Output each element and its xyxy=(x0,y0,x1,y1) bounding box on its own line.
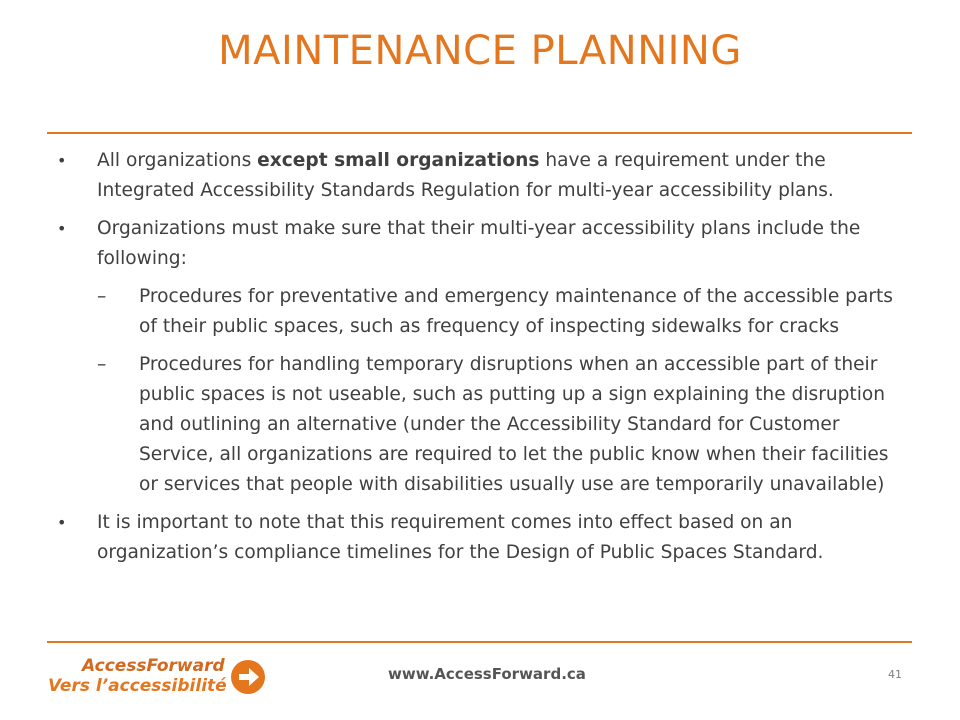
bullet-text-after: have a requirement under the Integrated Accessibility Standards Regulation for multi-year accessibility plans. xyxy=(97,150,834,201)
page-number: 41 xyxy=(888,668,902,681)
sub-bullet-item-2 xyxy=(57,350,907,500)
accessforward-logo xyxy=(48,656,278,700)
bullet-item-2 xyxy=(57,214,907,274)
bullet-text-bold: except small organizations xyxy=(257,150,540,171)
sub-bullet-text: Procedures for preventative and emergency maintenance of the accessible parts of their public spaces, such as frequency of inspecting sidewalks for cracks xyxy=(139,286,893,337)
footer-url: www.AccessForward.ca xyxy=(388,665,586,683)
top-divider xyxy=(47,132,912,134)
sub-bullet-text: Procedures for handling temporary disruptions when an accessible part of their public spaces is not useable, such as putting up a sign explaining the disruption and outlining an alternative (under the Accessibility Standard for Customer Service, all organizations are required to let the public know when their facilities or services that people with disabilities usually use are temporarily unavailable) xyxy=(139,354,889,495)
bullet-text: Organizations must make sure that their multi-year accessibility plans include the following: xyxy=(97,218,861,269)
logo-line-2: Vers l’accessibilité xyxy=(48,676,227,696)
bullet-text: It is important to note that this requirement comes into effect based on an organization’s compliance timelines for the Design of Public Spaces Standard. xyxy=(97,512,824,563)
bottom-divider xyxy=(47,641,912,643)
bullet-marker: • xyxy=(57,219,67,238)
bullet-text-before: All organizations xyxy=(97,150,258,171)
sub-bullet-marker: – xyxy=(97,354,107,375)
bullet-marker: • xyxy=(57,513,67,532)
sub-bullet-item-1 xyxy=(57,282,907,342)
bullet-item-1 xyxy=(57,146,907,206)
bullet-item-3 xyxy=(57,508,907,568)
arrow-circle-icon xyxy=(231,660,265,694)
bullet-marker: • xyxy=(57,151,67,170)
sub-bullet-marker: – xyxy=(97,286,107,307)
slide-title: MAINTENANCE PLANNING xyxy=(218,28,742,74)
logo-line-1: AccessForward xyxy=(82,656,225,676)
slide-content xyxy=(57,146,907,576)
